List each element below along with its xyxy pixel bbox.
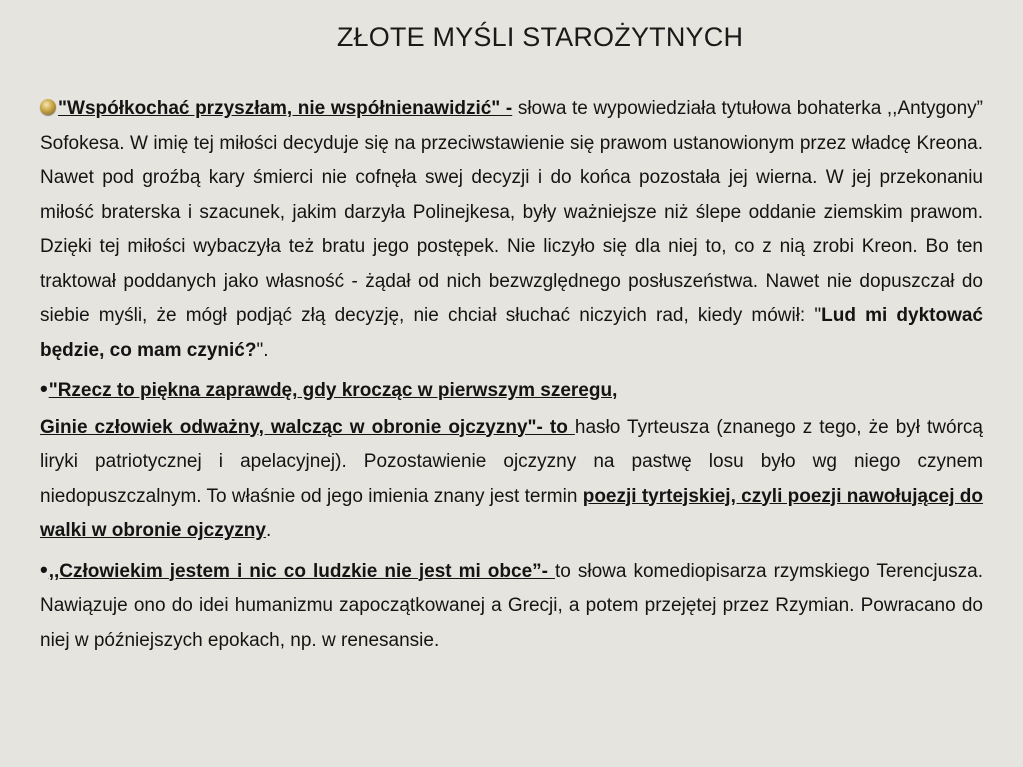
terencjusz-text: to słowa komediopisarza rzymskiego Terencjusza. Nawiązuje ono do idei humanizmu zapoczątkowanej a Grecji, a potem przejętej przez Rzymian. Powracano do niej w późniejszych epokach, np. w renesansie.	[40, 560, 983, 651]
tyrteusz-text: hasło Tyrteusza (znanego z tego, że był twórcą liryki patriotycznej i apelacyjnej). Pozostawienie ojczyzny na pastwę losu było wg niego czynem niedopuszczalnym. To właśnie od jego imienia znany jest termin	[40, 416, 983, 507]
terencjusz-quote: ,,Człowiekim jestem i nic co ludzkie nie jest mi obce”-	[48, 560, 556, 582]
tyrtejska-term: poezji tyrtejskiej, czyli poezji nawołującej do walki w obronie ojczyzny	[40, 485, 984, 541]
bullet-dot-icon: •	[40, 376, 48, 401]
antigone-text-end: ".	[256, 339, 269, 361]
slide-content	[40, 92, 983, 662]
bullet-dot-icon: •	[40, 556, 48, 582]
paragraph-tyrteusz-heading	[40, 372, 983, 409]
tyrteusz-quote-line1: "Rzecz to piękna zaprawdę, gdy krocząc w pierwszym szeregu,	[48, 380, 618, 401]
tyrteusz-text-end: .	[265, 520, 272, 541]
kreon-quote: Lud mi dyktować będzie, co mam czynić?	[40, 305, 983, 361]
antigone-text: słowa te wypowiedziała tytułowa bohaterka ,,Antygony” Sofokesa. W imię tej miłości decyduje się na przeciwstawienie się prawom ustanowionym przez władcę Kreona. Nawet pod groźbą kary śmierci nie cofnęła swej decyzji i do końca pozostała jej wierna. W jej przekonaniu miłość braterska i szacunek, jakim darzyła Polinejkesa, były ważniejsze niż ślepe oddanie ziemskim prawom. Dzięki tej miłości wybaczyła też bratu jego postępek. Nie liczyło się dla niej to, co z nią zrobi Kreon. Bo ten traktował poddanych jako własność - żądał od nich bezwzględnego posłuszeństwa. Nawet nie dopuszczał do siebie myśli, że mógł podjąć złą decyzję, nie chciał słuchać niczyich rad, kiedy mówił: "	[40, 98, 983, 326]
paragraph-terencjusz	[40, 553, 983, 659]
paragraph-tyrteusz	[40, 411, 983, 549]
slide-title: ZŁOTE MYŚLI STAROŻYTNYCH	[336, 22, 744, 52]
antigone-quote: "Współkochać przyszłam, nie współnienawidzić" -	[58, 98, 513, 119]
paragraph-antigone	[40, 92, 983, 368]
gold-sphere-bullet-icon	[40, 99, 56, 115]
tyrteusz-quote-line2: Ginie człowiek odważny, walcząc w obronie ojczyzny"- to	[40, 416, 575, 438]
